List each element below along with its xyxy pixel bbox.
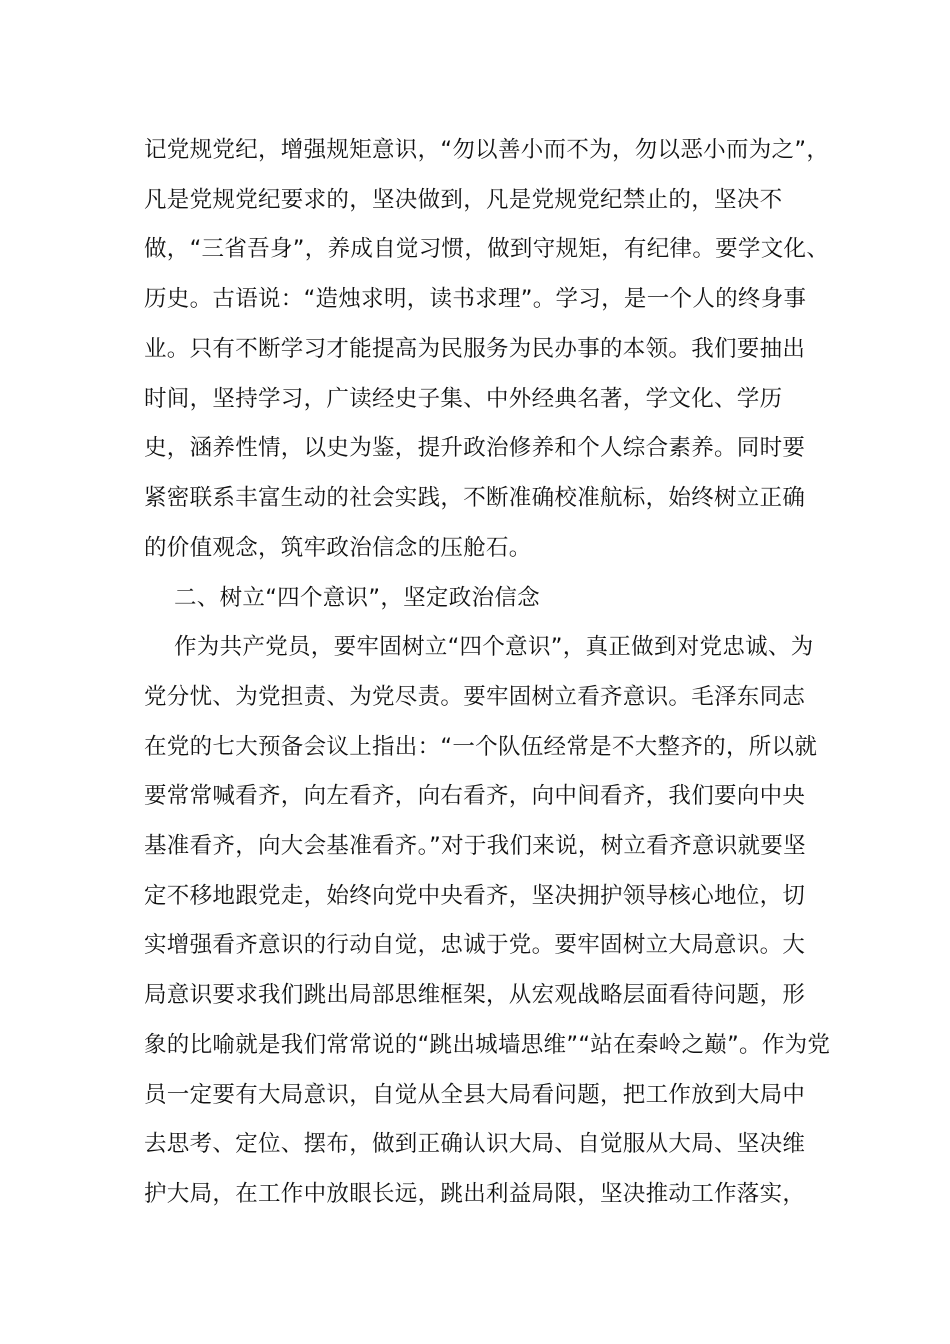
- paragraph-line: 业。只有不断学习才能提高为民服务为民办事的本领。我们要抽出: [144, 336, 806, 362]
- paragraph-line: 护大局，在工作中放眼长远，跳出利益局限，坚决推动工作落实，: [144, 1181, 806, 1207]
- paragraph-line: 记党规党纪，增强规矩意识，“勿以善小而不为，勿以恶小而为之”，: [144, 137, 830, 163]
- section-heading: 二、树立“四个意识”，坚定政治信念: [174, 585, 540, 611]
- paragraph-line: 凡是党规党纪要求的，坚决做到，凡是党规党纪禁止的，坚决不: [144, 187, 783, 213]
- paragraph-line: 历史。古语说：“造烛求明，读书求理”。学习，是一个人的终身事: [144, 286, 807, 312]
- paragraph-line: 党分忧、为党担责、为党尽责。要牢固树立看齐意识。毛泽东同志: [144, 684, 806, 710]
- paragraph-line: 在党的七大预备会议上指出：“一个队伍经常是不大整齐的，所以就: [144, 734, 818, 760]
- paragraph-line: 紧密联系丰富生动的社会实践，不断准确校准航标，始终树立正确: [144, 485, 806, 511]
- paragraph-line: 定不移地跟党走，始终向党中央看齐，坚决拥护领导核心地位，切: [144, 883, 806, 909]
- paragraph-line: 基准看齐，向大会基准看齐。”对于我们来说，树立看齐意识就要坚: [144, 833, 806, 859]
- paragraph-line: 象的比喻就是我们常常说的“跳出城墙思维”“站在秦岭之巅”。作为党: [144, 1032, 831, 1058]
- paragraph-line: 时间，坚持学习，广读经史子集、中外经典名著，学文化、学历: [144, 386, 783, 412]
- paragraph-line: 去思考、定位、摆布，做到正确认识大局、自觉服从大局、坚决维: [144, 1131, 806, 1157]
- paragraph-line: 做，“三省吾身”，养成自觉习惯，做到守规矩，有纪律。要学文化、: [144, 236, 830, 262]
- paragraph-line: 史，涵养性情，以史为鉴，提升政治修养和个人综合素养。同时要: [144, 435, 806, 461]
- paragraph-line: 员一定要有大局意识，自觉从全县大局看问题，把工作放到大局中: [144, 1082, 806, 1108]
- paragraph-line: 局意识要求我们跳出局部思维框架，从宏观战略层面看待问题，形: [144, 982, 806, 1008]
- paragraph-line: 要常常喊看齐，向左看齐，向右看齐，向中间看齐，我们要向中央: [144, 783, 806, 809]
- paragraph-line: 的价值观念，筑牢政治信念的压舱石。: [144, 535, 532, 561]
- paragraph-line: 实增强看齐意识的行动自觉，忠诚于党。要牢固树立大局意识。大: [144, 932, 806, 958]
- paragraph-line: 作为共产党员，要牢固树立“四个意识”，真正做到对党忠诚、为: [174, 634, 814, 660]
